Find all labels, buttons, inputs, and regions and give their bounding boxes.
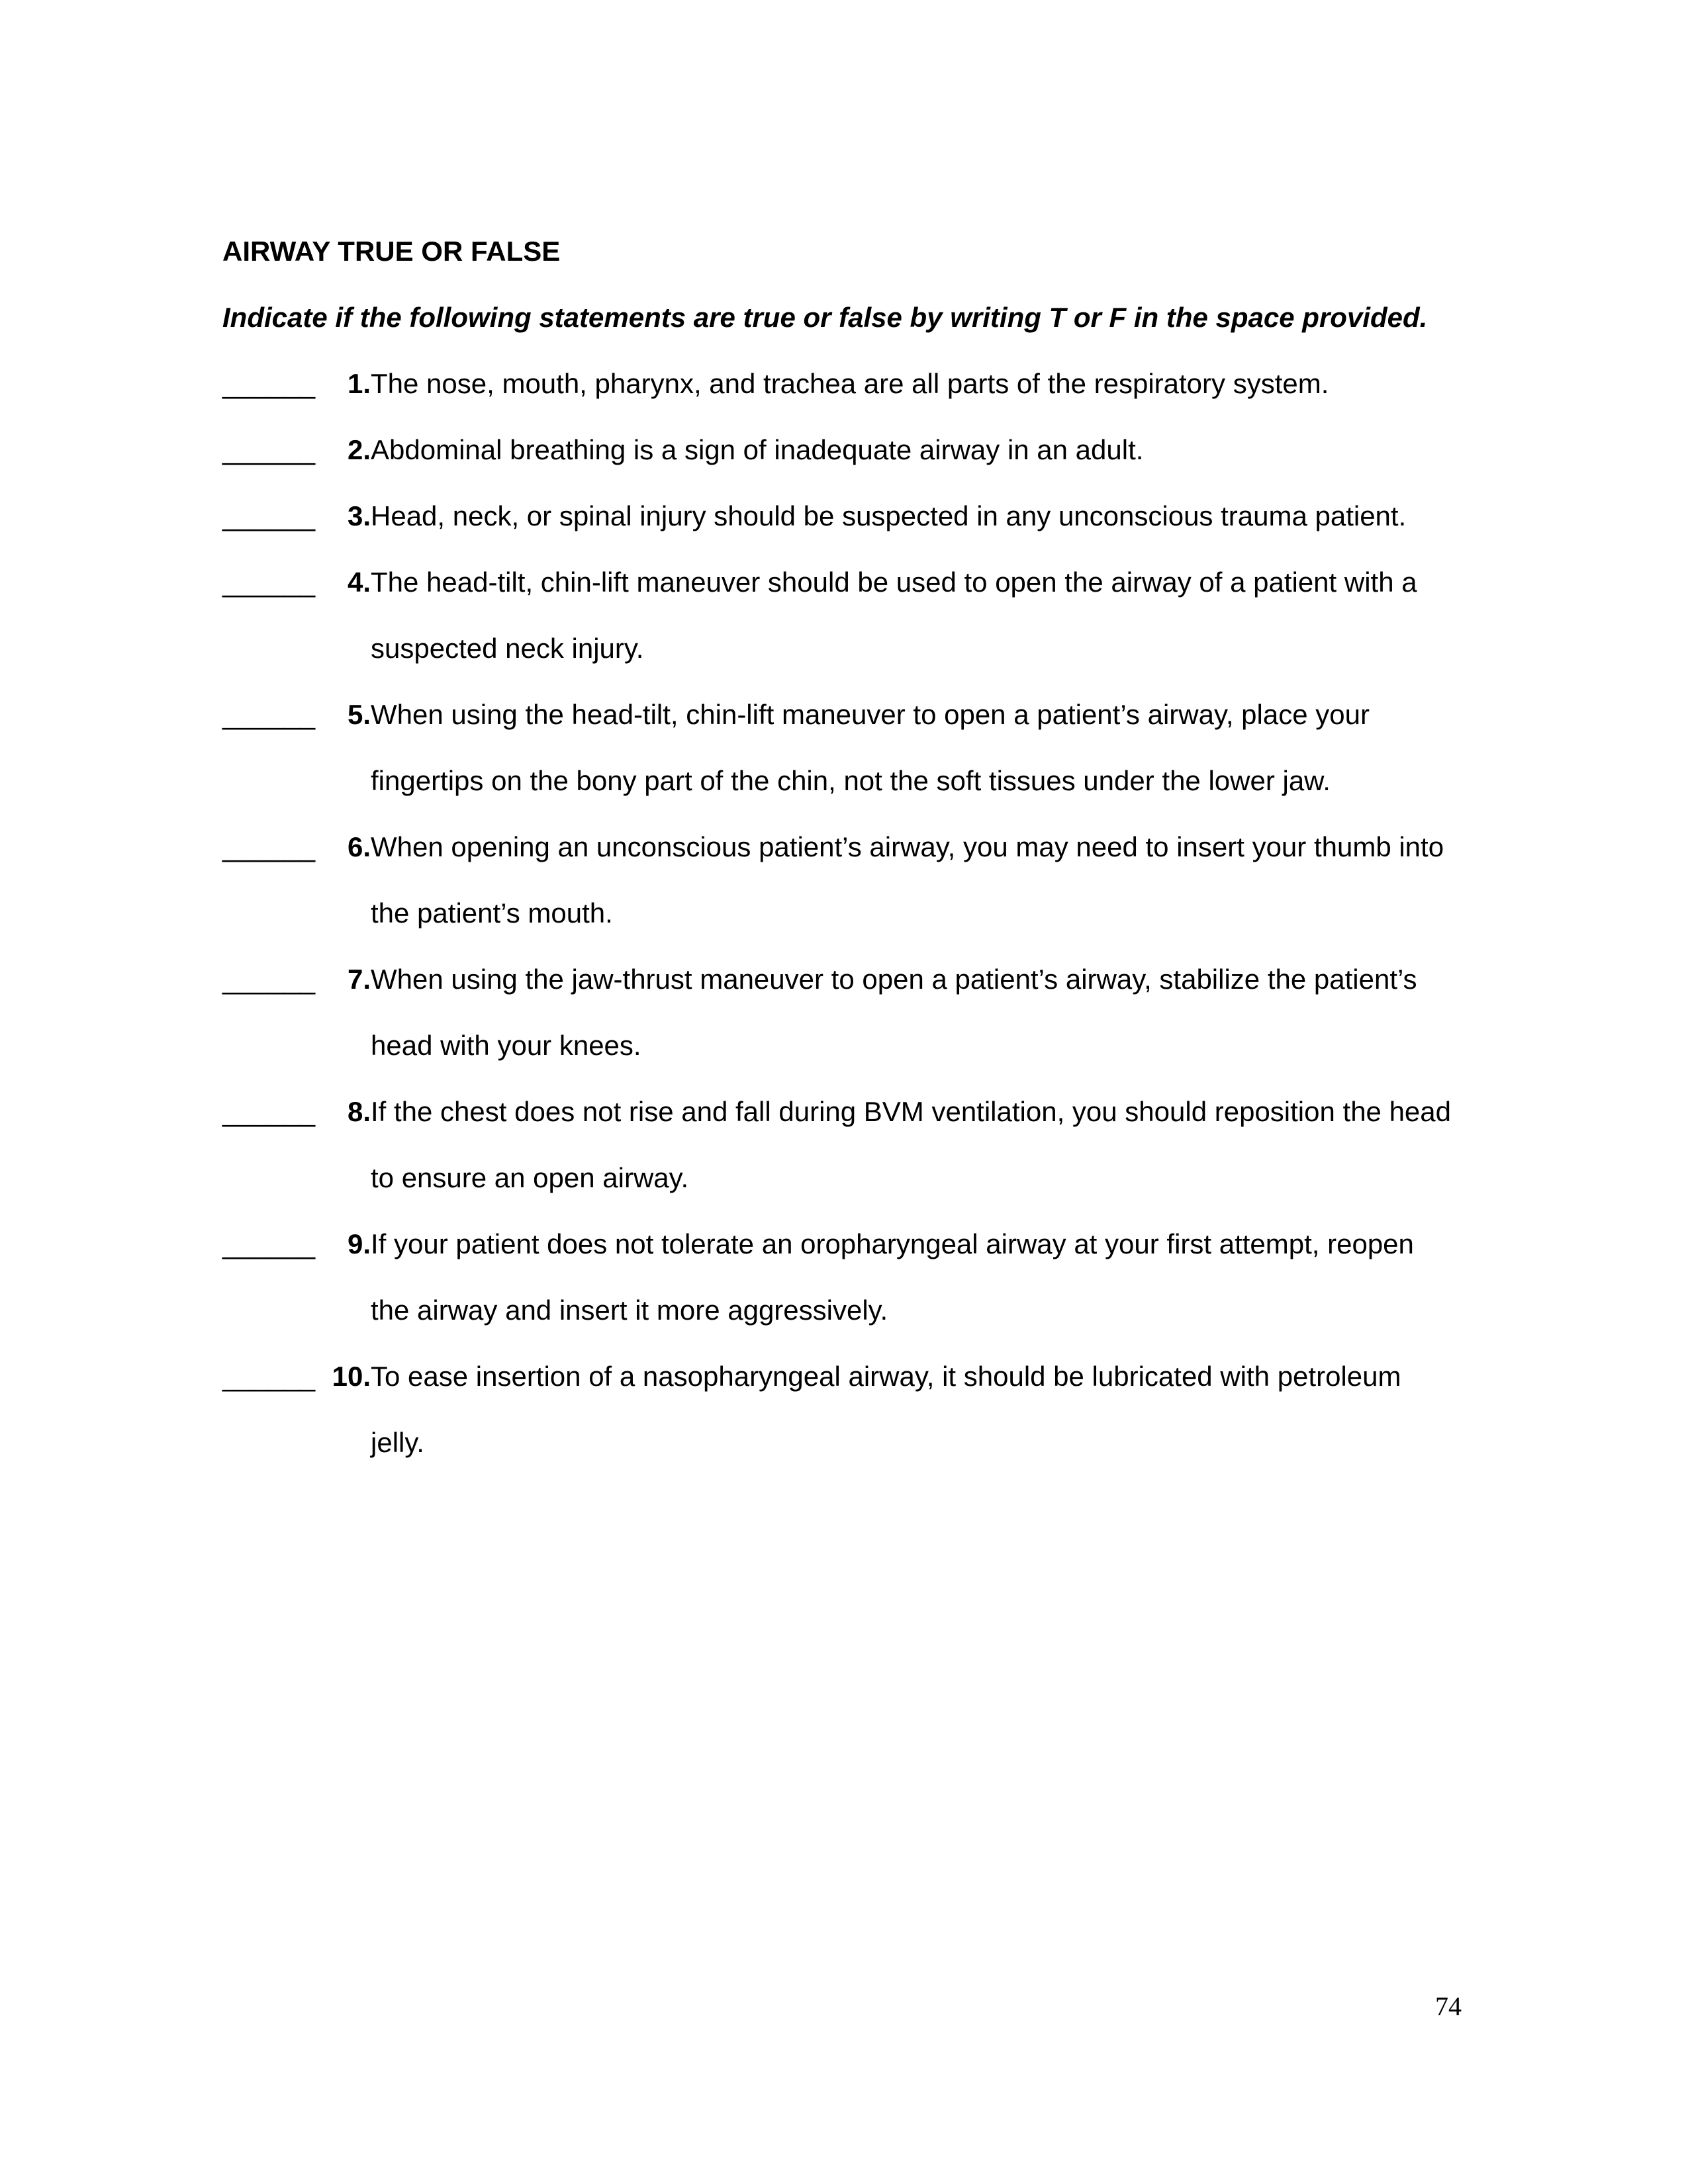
page-number: 74 bbox=[1435, 1991, 1462, 2021]
question-item bbox=[222, 1343, 1480, 1476]
question-item bbox=[222, 549, 1480, 682]
section-title: AIRWAY TRUE OR FALSE bbox=[222, 236, 561, 267]
instructions: Indicate if the following statements are true or false by writing T or F in the space provided. bbox=[222, 302, 1428, 333]
question-number: 10. bbox=[332, 1361, 371, 1392]
answer-blank[interactable]: ______ bbox=[222, 500, 316, 531]
question-text: To ease insertion of a nasopharyngeal airway, it should be lubricated with petroleum jelly. bbox=[371, 1361, 1401, 1458]
answer-blank[interactable]: ______ bbox=[222, 1361, 316, 1392]
worksheet bbox=[222, 218, 1480, 1476]
answer-blank[interactable]: ______ bbox=[222, 434, 316, 465]
question-number: 9. bbox=[347, 1228, 371, 1259]
answer-blank[interactable]: ______ bbox=[222, 368, 316, 399]
answer-blank[interactable]: ______ bbox=[222, 567, 316, 598]
answer-blank[interactable]: ______ bbox=[222, 964, 316, 995]
question-number: 6. bbox=[347, 831, 371, 862]
question-number: 5. bbox=[347, 699, 371, 730]
question-number: 4. bbox=[347, 567, 371, 598]
answer-blank[interactable]: ______ bbox=[222, 831, 316, 862]
question-number: 8. bbox=[347, 1096, 371, 1127]
question-text: When using the head-tilt, chin-lift maneuver to open a patient’s airway, place your fingertips on the bony part of the chin, not the soft tissues under the lower jaw. bbox=[371, 699, 1370, 796]
answer-blank[interactable]: ______ bbox=[222, 1096, 316, 1127]
question-item bbox=[222, 946, 1480, 1079]
question-text: If your patient does not tolerate an oropharyngeal airway at your first attempt, reopen the airway and insert it more aggressively. bbox=[371, 1228, 1414, 1326]
question-text: When opening an unconscious patient’s airway, you may need to insert your thumb into the patient’s mouth. bbox=[371, 831, 1444, 929]
question-item bbox=[222, 1211, 1480, 1343]
question-number: 2. bbox=[347, 434, 371, 465]
answer-blank[interactable]: ______ bbox=[222, 1228, 316, 1259]
question-item bbox=[222, 483, 1480, 549]
question-text: Head, neck, or spinal injury should be suspected in any unconscious trauma patient. bbox=[371, 500, 1407, 531]
question-number: 3. bbox=[347, 500, 371, 531]
answer-blank[interactable]: ______ bbox=[222, 699, 316, 730]
question-item bbox=[222, 682, 1480, 814]
question-item bbox=[222, 351, 1480, 417]
question-item bbox=[222, 417, 1480, 483]
question-number: 7. bbox=[347, 964, 371, 995]
question-text: When using the jaw-thrust maneuver to open a patient’s airway, stabilize the patient’s head with your knees. bbox=[371, 964, 1417, 1061]
question-number: 1. bbox=[347, 368, 371, 399]
question-item bbox=[222, 814, 1480, 946]
question-text: If the chest does not rise and fall during BVM ventilation, you should reposition the head to ensure an open airway. bbox=[371, 1096, 1452, 1193]
question-text: Abdominal breathing is a sign of inadequate airway in an adult. bbox=[371, 434, 1144, 465]
question-item bbox=[222, 1079, 1480, 1211]
question-text: The nose, mouth, pharynx, and trachea are all parts of the respiratory system. bbox=[371, 368, 1329, 399]
question-text: The head-tilt, chin-lift maneuver should be used to open the airway of a patient with a suspected neck injury. bbox=[371, 567, 1417, 664]
